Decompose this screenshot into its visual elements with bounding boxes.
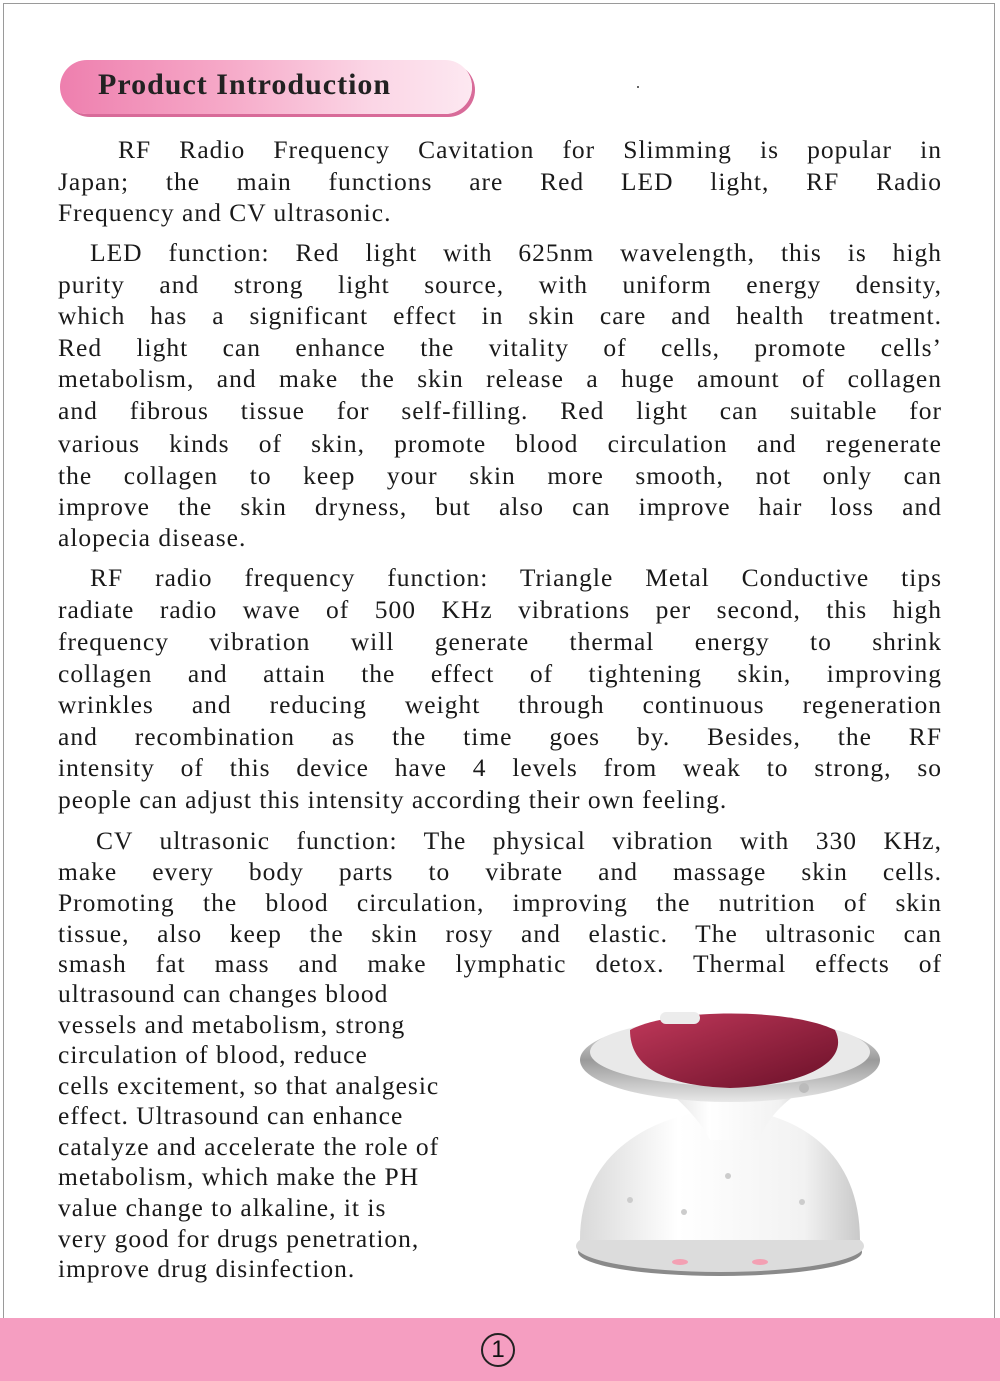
- text-line: very good for drugs penetration,: [58, 1224, 420, 1253]
- text-line: vessels and metabolism, strong: [58, 1010, 406, 1039]
- page-number: 1: [481, 1333, 515, 1367]
- text-line: metabolism, and make the skin release a huge amount of collagen: [58, 364, 942, 393]
- text-line: alopecia disease.: [58, 523, 247, 552]
- text-line: CV ultrasonic function: The physical vibration with 330 KHz,: [96, 826, 942, 855]
- text-line: and recombination as the time goes by. Besides, the RF: [58, 722, 942, 751]
- text-line: people can adjust this intensity according their own feeling.: [58, 785, 728, 814]
- text-line: wrinkles and reducing weight through continuous regeneration: [58, 690, 942, 719]
- text-line: various kinds of skin, promote blood circulation and regenerate: [58, 429, 942, 458]
- text-line: improve drug disinfection.: [58, 1254, 356, 1283]
- text-line: circulation of blood, reduce: [58, 1040, 368, 1069]
- text-line: smash fat mass and make lymphatic detox. Thermal effects of: [58, 949, 942, 978]
- text-line: make every body parts to vibrate and massage skin cells.: [58, 857, 942, 886]
- text-line: purity and strong light source, with uniform energy density,: [58, 270, 942, 299]
- text-line: and fibrous tissue for self-filling. Red light can suitable for: [58, 396, 942, 425]
- text-line: Frequency and CV ultrasonic.: [58, 198, 392, 227]
- text-line: cells excitement, so that analgesic: [58, 1071, 440, 1100]
- text-line: RF radio frequency function: Triangle Metal Conductive tips: [90, 563, 942, 592]
- text-line: which has a significant effect in skin care and health treatment.: [58, 301, 942, 330]
- text-line: tissue, also keep the skin rosy and elastic. The ultrasonic can: [58, 919, 942, 948]
- text-line: the collagen to keep your skin more smooth, not only can: [58, 461, 942, 490]
- text-line: metabolism, which make the PH: [58, 1162, 420, 1191]
- text-line: collagen and attain the effect of tightening skin, improving: [58, 659, 942, 688]
- page-title: Product Introduction: [98, 68, 392, 101]
- text-line: radiate radio wave of 500 KHz vibrations per second, this high: [58, 595, 942, 624]
- text-line: catalyze and accelerate the role of: [58, 1132, 440, 1161]
- text-line: LED function: Red light with 625nm wavelength, this is high: [90, 238, 942, 267]
- text-line: intensity of this device have 4 levels from weak to strong, so: [58, 753, 942, 782]
- stray-dot: [637, 86, 639, 88]
- text-line: frequency vibration will generate thermal energy to shrink: [58, 627, 942, 656]
- text-line: value change to alkaline, it is: [58, 1193, 387, 1222]
- device-image: [560, 990, 880, 1290]
- text-line: ultrasound can changes blood: [58, 979, 389, 1008]
- text-line: RF Radio Frequency Cavitation for Slimming is popular in: [118, 135, 942, 164]
- text-line: Promoting the blood circulation, improving the nutrition of skin: [58, 888, 942, 917]
- text-line: improve the skin dryness, but also can improve hair loss and: [58, 492, 942, 521]
- text-line: effect. Ultrasound can enhance: [58, 1101, 404, 1130]
- text-line: Red light can enhance the vitality of cells, promote cells’: [58, 333, 942, 362]
- text-line: Japan; the main functions are Red LED light, RF Radio: [58, 167, 942, 196]
